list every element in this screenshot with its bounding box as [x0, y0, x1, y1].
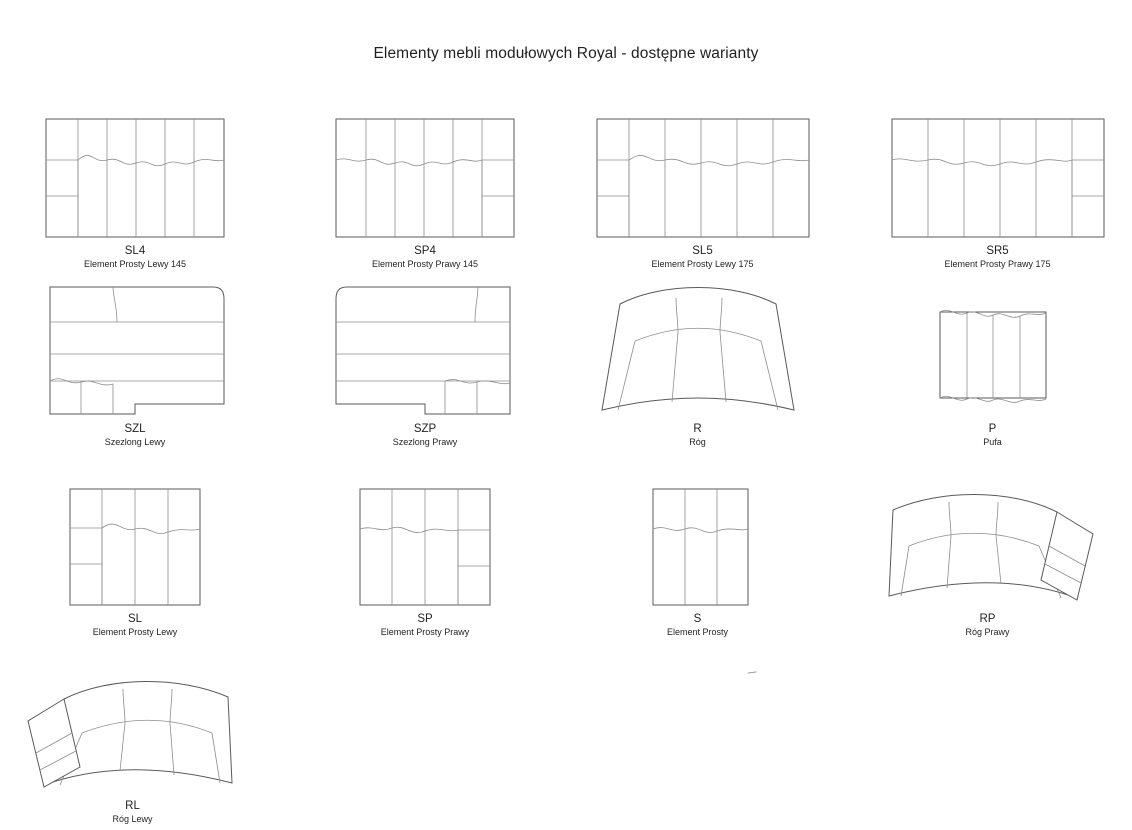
- module-desc: Pufa: [983, 437, 1002, 447]
- module-item-s: [595, 488, 800, 639]
- module-item-sp: [330, 488, 520, 639]
- module-item-rl: [25, 675, 240, 826]
- module-code: S: [693, 613, 702, 625]
- module-code: RP: [979, 613, 996, 625]
- module-item-r: [595, 286, 800, 449]
- caption-rp: [880, 612, 1095, 639]
- module-desc: Element Prosty Prawy 175: [944, 259, 1051, 269]
- module-desc: Róg: [689, 437, 706, 447]
- module-item-szl: [40, 286, 230, 449]
- module-code: SZL: [124, 423, 146, 435]
- figure-sl5: [595, 118, 810, 238]
- figure-p: [890, 286, 1095, 416]
- module-desc: Róg Lewy: [112, 814, 153, 824]
- caption-sp4: [330, 244, 520, 271]
- figure-szl: [40, 286, 230, 416]
- caption-rl: [25, 799, 240, 826]
- module-code: SL4: [124, 245, 146, 257]
- module-desc: Element Prosty Prawy: [380, 627, 470, 637]
- module-code: P: [988, 423, 997, 435]
- module-code: SL5: [692, 245, 713, 257]
- caption-sr5: [890, 244, 1105, 271]
- caption-r: [595, 422, 800, 449]
- figure-szp: [330, 286, 520, 416]
- module-item-sp4: [330, 118, 520, 271]
- module-desc: Szezlong Lewy: [104, 437, 166, 447]
- module-item-rp: [880, 488, 1095, 639]
- figure-rp: [880, 488, 1095, 606]
- figure-sp: [330, 488, 520, 606]
- caption-sl5: [595, 244, 810, 271]
- caption-p: [890, 422, 1095, 449]
- module-code: SL: [127, 613, 143, 625]
- figure-rl: [25, 675, 240, 793]
- figure-r: [595, 286, 800, 416]
- page-title: Elementy mebli modułowych Royal - dostępne warianty: [373, 45, 759, 62]
- module-item-szp: [330, 286, 520, 449]
- module-code: SP4: [414, 245, 436, 257]
- module-item-sr5: [890, 118, 1105, 271]
- module-code: R: [693, 423, 702, 435]
- module-item-sl4: [40, 118, 230, 271]
- module-item-p: [890, 286, 1095, 449]
- stray-tick-mark: [748, 671, 758, 678]
- figure-sl: [40, 488, 230, 606]
- caption-s: [595, 612, 800, 639]
- caption-szl: [40, 422, 230, 449]
- module-desc: Róg Prawy: [965, 627, 1010, 637]
- module-desc: Element Prosty: [666, 627, 729, 637]
- module-desc: Element Prosty Lewy 175: [651, 259, 754, 269]
- module-desc: Element Prosty Prawy 145: [371, 259, 479, 269]
- module-item-sl5: [595, 118, 810, 271]
- module-code: SZP: [413, 423, 437, 435]
- figure-sr5: [890, 118, 1105, 238]
- caption-sl: [40, 612, 230, 639]
- module-item-sl: [40, 488, 230, 639]
- module-code: SP: [417, 613, 433, 625]
- caption-sl4: [40, 244, 230, 271]
- caption-sp: [330, 612, 520, 639]
- caption-szp: [330, 422, 520, 449]
- module-code: SR5: [986, 245, 1009, 257]
- figure-s: [595, 488, 800, 606]
- module-code: RL: [125, 800, 140, 812]
- module-desc: Szezlong Prawy: [392, 437, 458, 447]
- module-desc: Element Prosty Lewy: [92, 627, 178, 637]
- figure-sp4: [330, 118, 520, 238]
- module-desc: Element Prosty Lewy 145: [83, 259, 187, 269]
- figure-sl4: [40, 118, 230, 238]
